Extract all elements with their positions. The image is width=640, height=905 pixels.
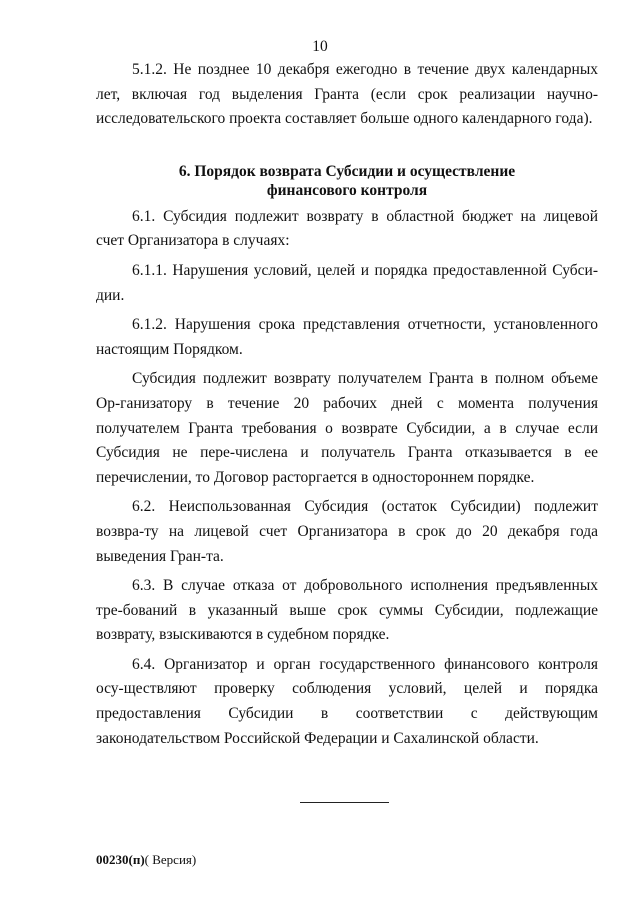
end-divider	[300, 802, 389, 803]
section-heading	[96, 162, 598, 200]
paragraph-5-1-2: 5.1.2. Не позднее 10 декабря ежегодно в течение двух календарных лет, включая год выделения Гранта (если срок реализации научно-исследовательского проекта составляет больше одного календарного года).	[96, 61, 598, 128]
paragraph-return-terms: Субсидия подлежит возврату получателем Гранта в полном объеме Ор-ганизатору в течение 20 рабочих дней с момента получения получателем Гранта требования о возврате Субсидии, а в случае если Субсидия не пере-числена и получатель Гранта отказывается в ее перечислении, то Договор расторгается в одностороннем порядке.	[96, 370, 598, 486]
paragraph-6-1-2: 6.1.2. Нарушения срока представления отчетности, установленного настоящим Порядком.	[96, 316, 598, 358]
footer-version: ( Версия)	[144, 852, 197, 867]
paragraph-6-4: 6.4. Организатор и орган государственного финансового контроля осу-ществляют проверку соблюдения условий, целей и порядка предоставления Субсидии в соответствии с действующим законодательством Российской Федерации и Сахалинской области.	[96, 655, 598, 747]
paragraph-6-3: 6.3. В случае отказа от добровольного исполнения предъявленных тре-бований в указанный выше срок суммы Субсидии, подлежащие возврату, взыскиваются в судебном порядке.	[96, 577, 598, 644]
document-footer	[96, 852, 196, 868]
section-heading-line-2: финансового контроля	[266, 181, 428, 199]
paragraph-6-2: 6.2. Неиспользованная Субсидия (остаток Субсидии) подлежит возвра-ту на лицевой счет Организатора в срок до 20 декабря года выведения Гран-та.	[96, 498, 598, 565]
page-number: 10	[312, 38, 328, 55]
paragraph-6-1-1: 6.1.1. Нарушения условий, целей и порядка предоставленной Субси-дии.	[96, 261, 598, 304]
footer-code: 00230(п)	[96, 852, 145, 867]
paragraph-6-1: 6.1. Субсидия подлежит возврату в областной бюджет на лицевой счет Организатора в случаях:	[96, 207, 598, 250]
section-heading-line-1: 6. Порядок возврата Субсидии и осуществление	[178, 162, 516, 180]
document-body	[96, 58, 598, 751]
